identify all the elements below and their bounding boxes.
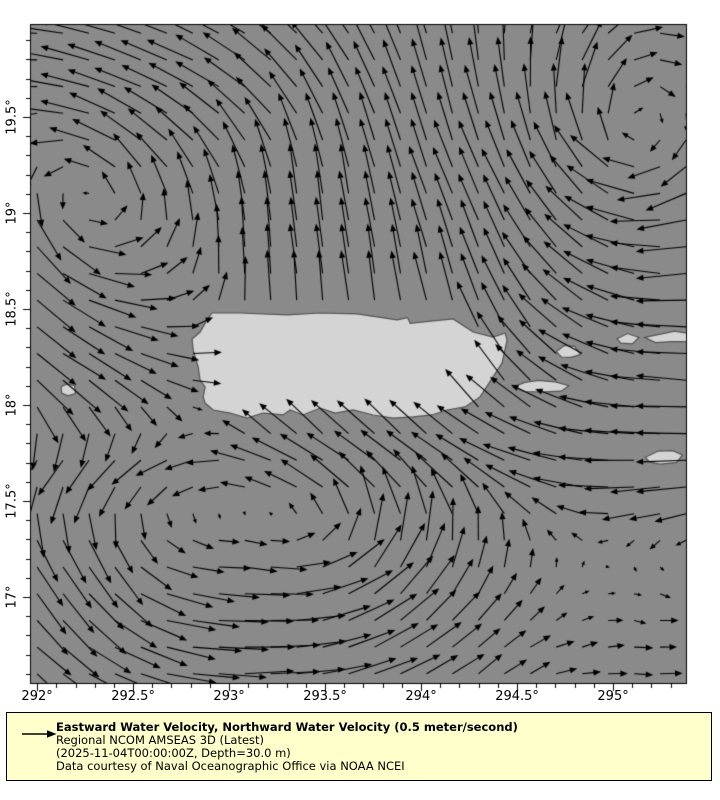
legend-text-block [56,721,518,773]
x-tick-label: 292.5° [111,689,155,704]
legend-model-line: Regional NCOM AMSEAS 3D (Latest) [56,732,265,747]
x-tick-label: 295° [597,689,629,704]
y-tick-label: 19° [4,201,20,225]
x-tick-label: 293.5° [303,689,347,704]
y-tick-label: 19.5° [4,99,20,135]
x-tick-label: 294.5° [495,689,539,704]
y-tick-label: 17° [4,585,20,609]
x-tick-label: 293° [213,689,245,704]
legend-time-depth-line: (2025-11-04T00:00:00Z, Depth=30.0 m) [56,745,291,760]
legend-box [6,712,712,781]
y-tick-label: 18.5° [4,291,20,327]
x-tick-label: 294° [405,689,437,704]
x-tick-label: 292° [21,689,53,704]
legend-title: Eastward Water Velocity, Northward Water Velocity (0.5 meter/second) [56,720,518,734]
reference-arrow-icon [21,728,58,740]
y-tick-label: 18° [4,393,20,417]
y-tick-label: 17.5° [4,483,20,519]
legend-credit-line: Data courtesy of Naval Oceanographic Office via NOAA NCEI [56,758,405,773]
